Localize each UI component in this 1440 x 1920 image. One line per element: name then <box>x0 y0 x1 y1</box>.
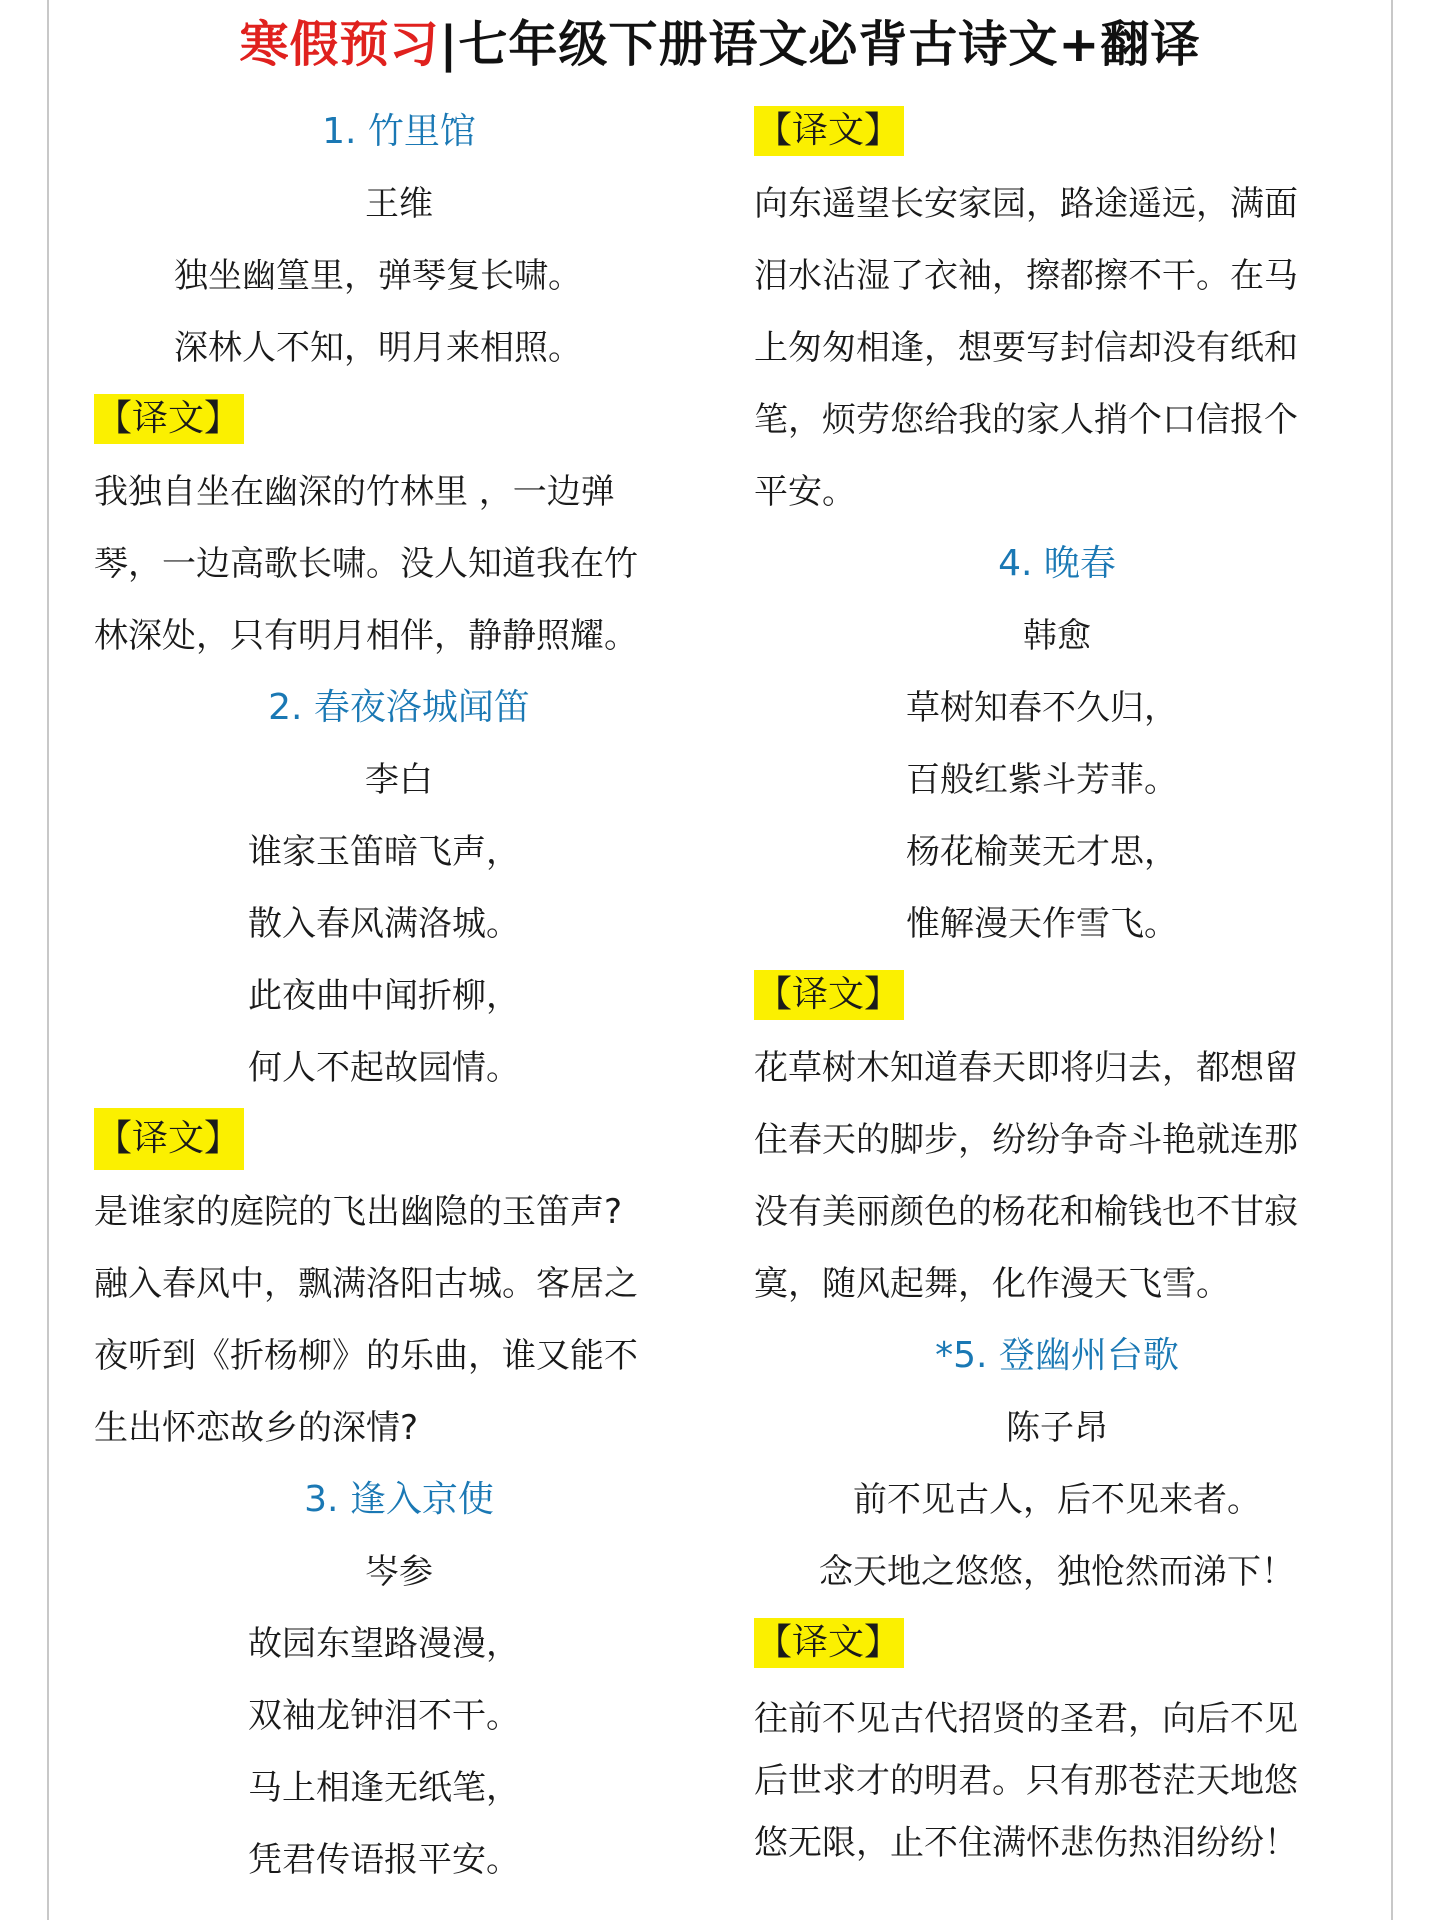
poem-heading: 4. 晚春 <box>998 543 1116 584</box>
translation-line: 泪水沾湿了衣袖，擦都擦不干。在马 <box>754 256 1298 296</box>
translation-line: 寞，随风起舞，化作漫天飞雪。 <box>754 1264 1230 1304</box>
poem-1 <box>94 96 704 672</box>
translation-line: 向东遥望长安家园，路途遥远，满面 <box>754 184 1298 224</box>
translation-tag: 【译文】 <box>94 394 244 444</box>
translation-tag: 【译文】 <box>754 106 904 156</box>
page-title <box>0 6 1440 84</box>
poem-author: 王维 <box>365 184 433 224</box>
left-border <box>47 0 49 1920</box>
translation-tag: 【译文】 <box>94 1108 244 1170</box>
poem-line: 凭君传语报平安。 <box>248 1840 520 1880</box>
poem-line: 草树知春不久归， <box>906 688 1178 728</box>
translation-line: 夜听到《折杨柳》的乐曲，谁又能不 <box>94 1336 638 1376</box>
poem-2 <box>94 672 704 1464</box>
poem-author: 李白 <box>365 760 433 800</box>
translation-tag-row <box>754 96 1360 168</box>
poem-line: 散入春风满洛城。 <box>248 904 520 944</box>
translation-line: 没有美丽颜色的杨花和榆钱也不甘寂 <box>754 1192 1298 1232</box>
translation-tag: 【译文】 <box>754 970 904 1020</box>
left-column <box>94 96 704 1896</box>
poem-line: 惟解漫天作雪飞。 <box>906 904 1178 944</box>
poem-line: 念天地之悠悠，独怆然而涕下！ <box>819 1552 1295 1592</box>
title-rest: |七年级下册语文必背古诗文+翻译 <box>439 16 1201 73</box>
poem-line: 杨花榆荚无才思， <box>906 832 1178 872</box>
poem-line: 双袖龙钟泪不干。 <box>248 1696 520 1736</box>
poem-heading: 3. 逢入京使 <box>304 1479 494 1520</box>
translation-line: 生出怀恋故乡的深情? <box>94 1408 419 1448</box>
translation-line: 上匆匆相逢，想要写封信却没有纸和 <box>754 328 1298 368</box>
translation-tag-row <box>94 384 704 456</box>
poem-line: 百般红紫斗芳菲。 <box>906 760 1178 800</box>
poem-5 <box>754 1320 1360 1874</box>
poem-heading: *5. 登幽州台歌 <box>935 1335 1179 1376</box>
poem-author: 陈子昂 <box>1006 1408 1108 1448</box>
translation-line: 后世求才的明君。只有那苍茫天地悠 <box>754 1761 1298 1801</box>
poem-line: 何人不起故园情。 <box>248 1048 520 1088</box>
translation-line: 笔，烦劳您给我的家人捎个口信报个 <box>754 400 1298 440</box>
translation-line: 林深处，只有明月相伴，静静照耀。 <box>94 616 638 656</box>
poem-heading: 1. 竹里馆 <box>322 111 476 152</box>
translation-line: 花草树木知道春天即将归去，都想留 <box>754 1048 1298 1088</box>
poem-heading: 2. 春夜洛城闻笛 <box>268 687 530 728</box>
title-highlight: 寒假预习 <box>239 16 440 73</box>
translation-tag-row <box>94 1104 704 1176</box>
translation-line: 是谁家的庭院的飞出幽隐的玉笛声? <box>94 1192 623 1232</box>
poem-author: 岑参 <box>365 1552 433 1592</box>
translation-tag-row <box>754 960 1360 1032</box>
right-column <box>754 96 1360 1874</box>
poem-line: 马上相逢无纸笔， <box>248 1768 520 1808</box>
poem-line: 独坐幽篁里，弹琴复长啸。 <box>174 256 582 296</box>
translation-line: 往前不见古代招贤的圣君，向后不见 <box>754 1699 1298 1739</box>
translation-line: 悠无限，止不住满怀悲伤热泪纷纷！ <box>754 1823 1298 1863</box>
translation-tag-row <box>754 1608 1360 1680</box>
poem-4 <box>754 528 1360 1320</box>
poem-line: 故园东望路漫漫， <box>248 1624 520 1664</box>
translation-line: 住春天的脚步，纷纷争奇斗艳就连那 <box>754 1120 1298 1160</box>
right-border <box>1391 0 1393 1920</box>
poem-3-translation <box>754 96 1360 528</box>
poem-author: 韩愈 <box>1023 616 1091 656</box>
poem-3 <box>94 1464 704 1896</box>
translation-line: 琴，一边高歌长啸。没人知道我在竹 <box>94 544 638 584</box>
poem-line: 此夜曲中闻折柳， <box>248 976 520 1016</box>
poem-line: 谁家玉笛暗飞声， <box>248 832 520 872</box>
poem-line: 深林人不知，明月来相照。 <box>174 328 582 368</box>
poem-line: 前不见古人，后不见来者。 <box>853 1480 1261 1520</box>
translation-line: 我独自坐在幽深的竹林里 ，一边弹 <box>94 472 615 512</box>
translation-line: 融入春风中，飘满洛阳古城。客居之 <box>94 1264 638 1304</box>
translation-tag: 【译文】 <box>754 1618 904 1668</box>
translation-line: 平安。 <box>754 472 856 512</box>
